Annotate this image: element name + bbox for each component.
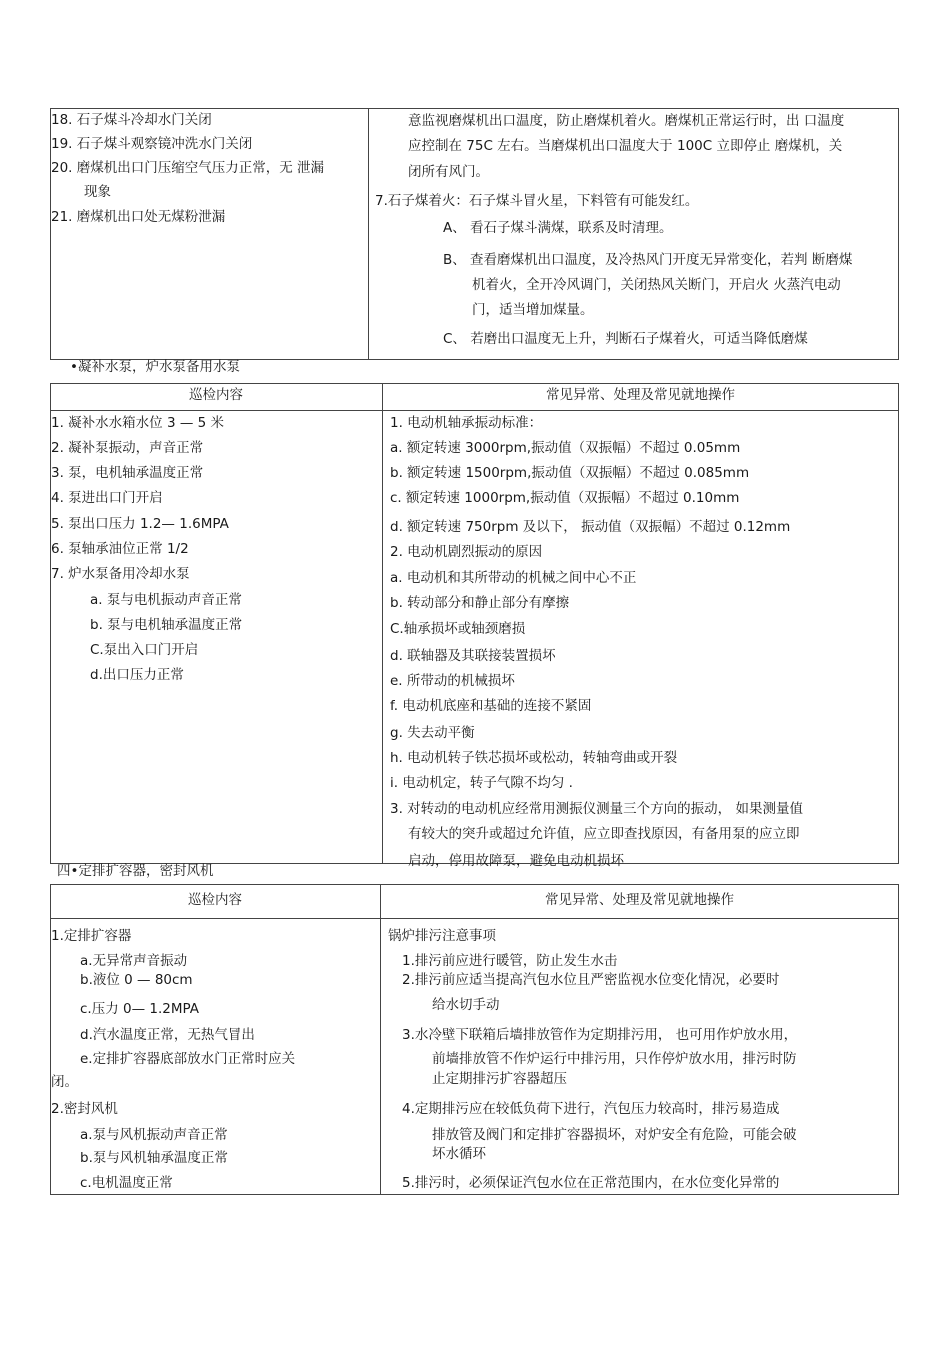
t1-left-line: 21. 磨煤机出口处无煤粉泄漏 (51, 209, 226, 225)
t2-left-line: 1. 凝补水水箱水位 3 — 5 米 (51, 415, 225, 431)
t1-right-line: 门，适当增加煤量。 (472, 302, 594, 318)
t2-left-line: b. 泵与电机轴承温度正常 (90, 617, 243, 633)
t3-left-line: 闭。 (51, 1074, 78, 1090)
t1-right-line: A、 看石子煤斗满煤，联系及时清理。 (443, 220, 673, 236)
t3-right-line: 3.水冷壁下联箱后墙排放管作为定期排污用， 也可用作炉放水用， (402, 1027, 798, 1043)
t1-right-line: 闭所有风门。 (408, 164, 489, 180)
t3-right-line: 5.排污时，必须保证汽包水位在正常范围内，在水位变化异常的 (402, 1175, 780, 1191)
t1-right-line: B、 查看磨煤机出口温度，及冷热风门开度无异常变化，若判 断磨煤 (443, 252, 853, 268)
t2-right-line: d. 额定转速 750rpm 及以下， 振动值（双振幅）不超过 0.12mm (390, 519, 791, 535)
t3-right-line: 前墙排放管不作炉运行中排污用，只作停炉放水用，排污时防 (432, 1051, 797, 1067)
table-3-header-rule (50, 918, 899, 919)
t2-right-line: 3. 对转动的电动机应经常用测振仪测量三个方向的振动， 如果测量值 (390, 801, 803, 817)
t3-right-line: 坏水循环 (432, 1146, 486, 1162)
t2-right-line: d. 联轴器及其联接装置损坏 (390, 648, 556, 664)
t2-right-line: e. 所带动的机械损坏 (390, 673, 515, 689)
t2-left-line: 6. 泵轴承油位正常 1/2 (51, 541, 189, 557)
t3-left-line: b.液位 0 — 80cm (80, 972, 193, 988)
t1-right-line: 意监视磨煤机出口温度，防止磨煤机着火。磨煤机正常运行时，出 口温度 (408, 113, 845, 129)
t2-header-right: 常见异常、处理及常见就地操作 (546, 387, 735, 403)
t1-left-line: 18. 石子煤斗冷却水门关闭 (51, 112, 212, 128)
t3-right-line: 4.定期排污应在较低负荷下进行，汽包压力较高时，排污易造成 (402, 1101, 780, 1117)
t2-right-line: b. 额定转速 1500rpm,振动值（双振幅）不超过 0.085mm (390, 465, 750, 481)
t3-left-line: c.电机温度正常 (80, 1175, 173, 1191)
t1-right-line: 7.石子煤着火：石子煤斗冒火星，下料管有可能发红。 (375, 193, 699, 209)
t2-right-line: 有较大的突升或超过允许值，应立即查找原因，有备用泵的应立即 (408, 826, 800, 842)
t3-left-line: e.定排扩容器底部放水门正常时应关 (80, 1051, 296, 1067)
t2-right-line: g. 失去动平衡 (390, 725, 475, 741)
t2-right-line: 2. 电动机剧烈振动的原因 (390, 544, 543, 560)
t2-left-line: C.泵出入口门开启 (90, 642, 199, 658)
t1-left-line: 19. 石子煤斗观察镜冲洗水门关闭 (51, 136, 253, 152)
t2-left-line: 5. 泵出口压力 1.2— 1.6MPA (51, 516, 229, 532)
t1-left-line: 现象 (84, 184, 111, 200)
t2-right-line: h. 电动机转子铁芯损坏或松动，转轴弯曲或开裂 (390, 750, 678, 766)
t2-right-line: c. 额定转速 1000rpm,振动值（双振幅）不超过 0.10mm (390, 490, 740, 506)
t3-header-right: 常见异常、处理及常见就地操作 (545, 892, 734, 908)
t3-left-line: 2.密封风机 (51, 1101, 118, 1117)
t3-right-line: 给水切手动 (432, 997, 500, 1013)
section-title: 四•定排扩容器，密封风机 (57, 863, 214, 879)
t1-right-line: 应控制在 75C 左右。当磨煤机出口温度大于 100C 立即停止 磨煤机，关 (408, 138, 843, 154)
t2-right-line: b. 转动部分和静止部分有摩擦 (390, 595, 570, 611)
t3-right-line: 止定期排污扩容器超压 (432, 1071, 567, 1087)
table-2-header-rule (50, 410, 899, 411)
t3-left-line: a.无异常声音振动 (80, 953, 188, 969)
t2-right-line: f. 电动机底座和基础的连接不紧固 (390, 698, 592, 714)
t2-left-line: 4. 泵进出口门开启 (51, 490, 163, 506)
t2-right-line: 启动，停用故障泵，避免电动机损坏 (408, 853, 624, 869)
t2-left-line: 2. 凝补泵振动，声音正常 (51, 440, 204, 456)
t2-right-line: a. 电动机和其所带动的机械之间中心不正 (390, 570, 637, 586)
t3-right-line: 锅炉排污注意事项 (388, 928, 496, 944)
t3-left-line: 1.定排扩容器 (51, 928, 132, 944)
t3-right-line: 排放管及阀门和定排扩容器损坏，对炉安全有危险，可能会破 (432, 1127, 797, 1143)
t2-right-line: i. 电动机定，转子气隙不均匀 . (390, 775, 573, 791)
t3-left-line: b.泵与风机轴承温度正常 (80, 1150, 228, 1166)
t1-left-line: 20. 磨煤机出口门压缩空气压力正常，无 泄漏 (51, 160, 325, 176)
t3-right-line: 2.排污前应适当提高汽包水位且严密监视水位变化情况，必要时 (402, 972, 780, 988)
t2-left-line: d.出口压力正常 (90, 667, 184, 683)
t2-left-line: a. 泵与电机振动声音正常 (90, 592, 242, 608)
t2-right-line: a. 额定转速 3000rpm,振动值（双振幅）不超过 0.05mm (390, 440, 741, 456)
t3-left-line: d.汽水温度正常，无热气冒出 (80, 1027, 255, 1043)
t2-header-left: 巡检内容 (189, 387, 243, 403)
t2-left-line: 7. 炉水泵备用冷却水泵 (51, 566, 190, 582)
t2-right-line: C.轴承损坏或轴颈磨损 (390, 621, 526, 637)
t3-header-left: 巡检内容 (188, 892, 242, 908)
t2-right-line: 1. 电动机轴承振动标准： (390, 415, 543, 431)
t1-right-line: 机着火，全开冷风调门，关闭热风关断门，开启火 火蒸汽电动 (472, 277, 841, 293)
t3-right-line: 1.排污前应进行暖管，防止发生水击 (402, 953, 618, 969)
t2-left-line: 3. 泵，电机轴承温度正常 (51, 465, 204, 481)
t3-left-line: a.泵与风机振动声音正常 (80, 1127, 228, 1143)
table-3-divider (380, 884, 381, 1195)
t3-left-line: c.压力 0— 1.2MPA (80, 1001, 200, 1017)
t1-right-line: C、 若磨出口温度无上升，判断石子煤着火，可适当降低磨煤 (443, 331, 808, 347)
table-1-divider (368, 108, 369, 360)
table-2-divider (382, 383, 383, 864)
section-title: •凝补水泵，炉水泵备用水泵 (70, 359, 240, 375)
